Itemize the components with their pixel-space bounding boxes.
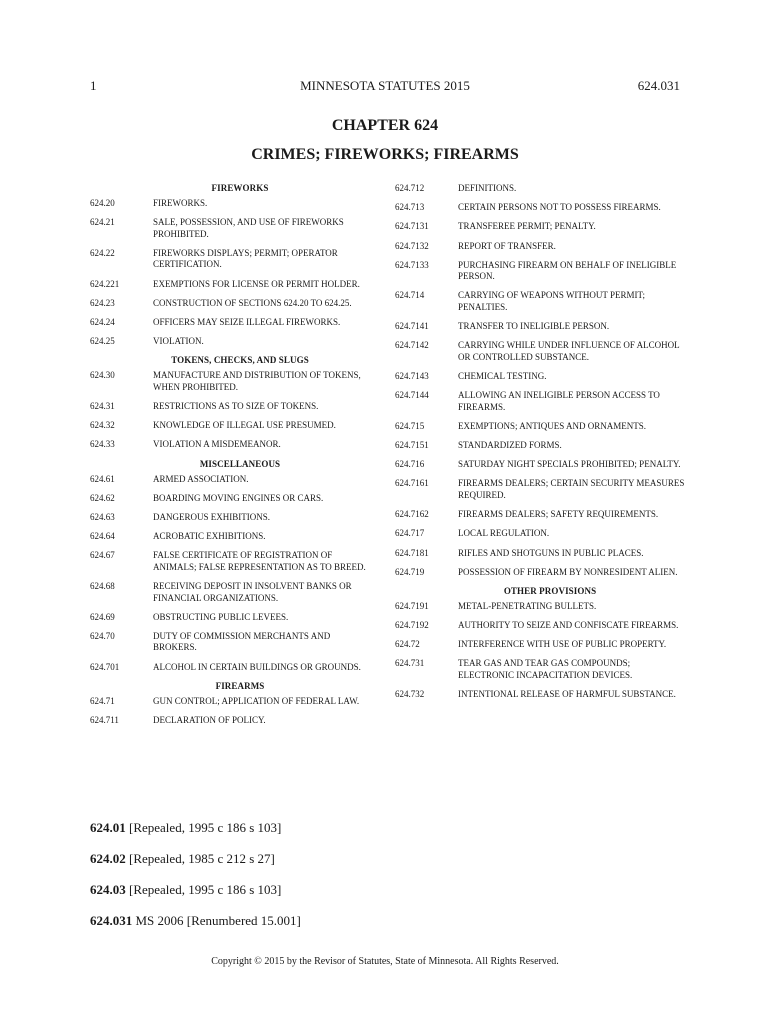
- toc-entry-title: CERTAIN PERSONS NOT TO POSSESS FIREARMS.: [458, 202, 661, 213]
- toc-entry-title: GUN CONTROL; APPLICATION OF FEDERAL LAW.: [153, 695, 360, 706]
- toc-entry[interactable]: [90, 612, 370, 624]
- toc-entry-title: PURCHASING FIREARM ON BEHALF OF INELIGIBLE PERSON.: [458, 259, 677, 282]
- toc-entry-number: 624.715: [395, 420, 425, 431]
- toc-entry[interactable]: [90, 217, 370, 240]
- toc-entry[interactable]: [395, 290, 685, 313]
- toc-entry[interactable]: [395, 241, 685, 253]
- toc-entry-title: EXEMPTIONS; ANTIQUES AND ORNAMENTS.: [458, 420, 647, 431]
- toc-entry-number: 624.7144: [395, 390, 429, 401]
- toc-entry[interactable]: [90, 401, 370, 413]
- toc-entry-title: INTENTIONAL RELEASE OF HARMFUL SUBSTANCE.: [458, 689, 676, 700]
- toc-entry-title: EXEMPTIONS FOR LICENSE OR PERMIT HOLDER.: [153, 278, 360, 289]
- toc-entry[interactable]: [395, 658, 685, 681]
- toc-entry-number: 624.31: [90, 401, 115, 411]
- toc-entry-number: 624.701: [90, 661, 120, 672]
- table-of-contents-right: [395, 183, 685, 708]
- toc-entry-number: 624.68: [90, 581, 115, 591]
- toc-entry-number: 624.20: [90, 198, 115, 208]
- toc-section-heading: MISCELLANEOUS: [199, 458, 281, 469]
- toc-entry-number: 624.7191: [395, 600, 429, 611]
- toc-entry-title: REPORT OF TRANSFER.: [458, 240, 556, 251]
- toc-entry[interactable]: [90, 531, 370, 543]
- toc-entry[interactable]: [90, 420, 370, 432]
- toc-entry-title: OBSTRUCTING PUBLIC LEVEES.: [153, 611, 289, 622]
- toc-entry-number: 624.30: [90, 370, 115, 381]
- toc-entry-title: LOCAL REGULATION.: [458, 528, 550, 539]
- toc-entry[interactable]: [395, 260, 685, 283]
- toc-entry-number: 624.7192: [395, 620, 429, 631]
- toc-entry[interactable]: [395, 567, 685, 579]
- toc-entry-title: DECLARATION OF POLICY.: [153, 714, 266, 725]
- toc-entry-title: FIREWORKS.: [153, 198, 208, 208]
- toc-entry-number: 624.7132: [395, 240, 429, 251]
- section-entry: [90, 882, 690, 913]
- toc-entry-title: METAL-PENETRATING BULLETS.: [458, 600, 597, 611]
- toc-entry-title: BOARDING MOVING ENGINES OR CARS.: [153, 492, 324, 503]
- toc-entry-number: 624.70: [90, 630, 115, 641]
- toc-entry-title: TEAR GAS AND TEAR GAS COMPOUNDS; ELECTRONIC INCAPACITATION DEVICES.: [458, 658, 633, 680]
- toc-entry-number: 624.67: [90, 550, 115, 561]
- toc-entry-number: 624.23: [90, 297, 115, 308]
- toc-entry[interactable]: [395, 548, 685, 560]
- section-entry: [90, 820, 690, 851]
- toc-entry-number: 624.7162: [395, 509, 429, 520]
- toc-entry-number: 624.712: [395, 183, 425, 193]
- toc-entry-number: 624.713: [395, 202, 425, 213]
- toc-entry-number: 624.22: [90, 247, 115, 258]
- toc-entry-title: VIOLATION.: [153, 336, 204, 347]
- toc-entry[interactable]: [395, 321, 685, 333]
- toc-entry-number: 624.221: [90, 278, 120, 289]
- toc-entry[interactable]: [395, 459, 685, 471]
- toc-entry[interactable]: [90, 370, 370, 393]
- toc-entry[interactable]: [90, 298, 370, 310]
- toc-entry[interactable]: [90, 512, 370, 524]
- section-number: 624.03: [90, 882, 126, 897]
- toc-entry[interactable]: [395, 371, 685, 383]
- toc-entry-title: TRANSFER TO INELIGIBLE PERSON.: [458, 321, 610, 332]
- toc-entry-title: FIREWORKS DISPLAYS; PERMIT; OPERATOR CERTIFICATION.: [153, 247, 338, 270]
- toc-entry-number: 624.71: [90, 695, 115, 706]
- toc-entry[interactable]: [90, 662, 370, 674]
- section-entry: [90, 851, 690, 882]
- toc-entry[interactable]: [90, 336, 370, 348]
- toc-entry-number: 624.7143: [395, 371, 429, 381]
- toc-entry[interactable]: [395, 639, 685, 651]
- toc-entry-number: 624.63: [90, 511, 115, 522]
- toc-entry[interactable]: [90, 493, 370, 505]
- toc-entry-number: 624.7131: [395, 221, 429, 232]
- toc-entry-title: FIREARMS DEALERS; CERTAIN SECURITY MEASURES REQUIRED.: [458, 478, 685, 500]
- toc-entry-number: 624.25: [90, 336, 115, 347]
- toc-entry-number: 624.69: [90, 611, 115, 622]
- toc-entry-number: 624.24: [90, 316, 115, 327]
- toc-entry-title: CARRYING WHILE UNDER INFLUENCE OF ALCOHOL OR CONTROLLED SUBSTANCE.: [458, 340, 680, 362]
- toc-entry[interactable]: [395, 421, 685, 433]
- toc-entry[interactable]: [395, 601, 685, 613]
- table-of-contents-left: [90, 183, 370, 734]
- toc-entry-number: 624.7142: [395, 340, 429, 351]
- section-entry: [90, 913, 690, 944]
- toc-entry-number: 624.64: [90, 531, 115, 542]
- toc-entry-number: 624.711: [90, 714, 119, 725]
- toc-entry[interactable]: [90, 581, 370, 604]
- toc-entry-title: ARMED ASSOCIATION.: [153, 473, 249, 484]
- toc-entry-number: 624.714: [395, 290, 425, 301]
- toc-entry-title: INTERFERENCE WITH USE OF PUBLIC PROPERTY.: [458, 639, 667, 650]
- header-title: MINNESOTA STATUTES 2015: [300, 78, 470, 93]
- toc-entry-number: 624.7133: [395, 259, 429, 270]
- toc-entry-number: 624.7181: [395, 547, 429, 558]
- toc-entry[interactable]: [90, 550, 370, 573]
- toc-entry-title: CONSTRUCTION OF SECTIONS 624.20 TO 624.25.: [153, 297, 352, 308]
- toc-entry-number: 624.32: [90, 420, 115, 431]
- section-text: MS 2006 [Renumbered 15.001]: [135, 913, 301, 928]
- toc-entry-title: MANUFACTURE AND DISTRIBUTION OF TOKENS, WHEN PROHIBITED.: [153, 370, 361, 392]
- toc-entry-title: POSSESSION OF FIREARM BY NONRESIDENT ALIEN.: [458, 566, 678, 577]
- chapter-title: CRIMES; FIREWORKS; FIREARMS: [251, 146, 519, 163]
- toc-entry[interactable]: [395, 440, 685, 452]
- page-number: 1: [90, 78, 97, 93]
- toc-entry[interactable]: [395, 202, 685, 214]
- section-number: 624.01: [90, 820, 126, 835]
- toc-entry-title: ACROBATIC EXHIBITIONS.: [153, 531, 266, 542]
- toc-entry-title: ALCOHOL IN CERTAIN BUILDINGS OR GROUNDS.: [153, 661, 361, 672]
- toc-entry[interactable]: [90, 474, 370, 486]
- toc-entry[interactable]: [395, 183, 685, 195]
- toc-entry[interactable]: [90, 279, 370, 291]
- toc-entry[interactable]: [395, 620, 685, 632]
- section-text: [Repealed, 1985 c 212 s 27]: [129, 851, 275, 866]
- toc-entry[interactable]: [395, 340, 685, 363]
- toc-section-heading: TOKENS, CHECKS, AND SLUGS: [171, 355, 309, 366]
- toc-entry[interactable]: [90, 317, 370, 329]
- toc-entry-number: 624.62: [90, 492, 115, 503]
- toc-entry-title: DUTY OF COMMISSION MERCHANTS AND BROKERS.: [153, 630, 331, 653]
- header-section-number: 624.031: [637, 78, 680, 93]
- toc-section-heading: FIREWORKS: [211, 183, 269, 193]
- toc-entry-title: FIREARMS DEALERS; SAFETY REQUIREMENTS.: [458, 509, 659, 520]
- toc-entry-number: 624.7151: [395, 440, 429, 451]
- toc-entry[interactable]: [395, 528, 685, 540]
- toc-entry-number: 624.61: [90, 473, 115, 484]
- toc-entry-title: STANDARDIZED FORMS.: [458, 440, 562, 451]
- toc-entry-title: CARRYING OF WEAPONS WITHOUT PERMIT; PENALTIES.: [458, 290, 646, 312]
- toc-entry-number: 624.716: [395, 459, 425, 470]
- toc-entry-title: SALE, POSSESSION, AND USE OF FIREWORKS PROHIBITED.: [153, 217, 344, 239]
- toc-entry-number: 624.21: [90, 217, 115, 228]
- toc-entry[interactable]: [395, 689, 685, 701]
- toc-entry-title: SATURDAY NIGHT SPECIALS PROHIBITED; PENALTY.: [458, 459, 681, 470]
- toc-entry-title: RECEIVING DEPOSIT IN INSOLVENT BANKS OR FINANCIAL ORGANIZATIONS.: [153, 581, 352, 603]
- toc-entry-title: ALLOWING AN INELIGIBLE PERSON ACCESS TO FIREARMS.: [458, 390, 660, 412]
- toc-entry-number: 624.33: [90, 439, 115, 450]
- toc-entry[interactable]: [90, 198, 370, 210]
- toc-section-heading: FIREARMS: [215, 680, 265, 691]
- toc-entry[interactable]: [90, 631, 370, 654]
- toc-entry[interactable]: [395, 221, 685, 233]
- toc-entry-title: TRANSFEREE PERMIT; PENALTY.: [458, 221, 596, 232]
- toc-entry-number: 624.719: [395, 566, 425, 577]
- toc-section-heading: OTHER PROVISIONS: [503, 585, 597, 596]
- toc-entry-title: RIFLES AND SHOTGUNS IN PUBLIC PLACES.: [458, 547, 644, 558]
- section-text: [Repealed, 1995 c 186 s 103]: [129, 882, 282, 897]
- section-number: 624.031: [90, 913, 133, 928]
- toc-entry[interactable]: [90, 439, 370, 451]
- page-header: [90, 78, 680, 96]
- copyright-footer: Copyright © 2015 by the Revisor of Statutes, State of Minnesota. All Rights Reserved.: [211, 956, 559, 967]
- toc-entry-number: 624.717: [395, 528, 425, 539]
- section-list: [90, 820, 690, 944]
- toc-entry[interactable]: [90, 248, 370, 271]
- toc-entry-number: 624.7161: [395, 478, 429, 489]
- chapter-number: CHAPTER 624: [331, 117, 439, 134]
- toc-entry-title: DANGEROUS EXHIBITIONS.: [153, 511, 270, 522]
- toc-entry-number: 624.72: [395, 639, 420, 650]
- section-number: 624.02: [90, 851, 126, 866]
- toc-entry-number: 624.7141: [395, 321, 429, 332]
- toc-entry-title: CHEMICAL TESTING.: [458, 371, 547, 381]
- toc-entry-title: VIOLATION A MISDEMEANOR.: [153, 439, 281, 450]
- toc-entry[interactable]: [90, 696, 370, 708]
- toc-entry-title: FALSE CERTIFICATE OF REGISTRATION OF ANIMALS; FALSE REPRESENTATION AS TO BREED.: [153, 550, 366, 572]
- toc-entry-title: RESTRICTIONS AS TO SIZE OF TOKENS.: [153, 401, 319, 411]
- toc-entry[interactable]: [395, 478, 685, 501]
- toc-entry[interactable]: [395, 509, 685, 521]
- toc-entry-title: KNOWLEDGE OF ILLEGAL USE PRESUMED.: [153, 420, 336, 431]
- toc-entry-number: 624.732: [395, 689, 425, 700]
- toc-entry-number: 624.731: [395, 658, 425, 669]
- toc-entry-title: OFFICERS MAY SEIZE ILLEGAL FIREWORKS.: [153, 316, 341, 327]
- section-text: [Repealed, 1995 c 186 s 103]: [129, 820, 282, 835]
- toc-entry[interactable]: [395, 390, 685, 413]
- toc-entry-title: DEFINITIONS.: [458, 183, 517, 193]
- toc-entry-title: AUTHORITY TO SEIZE AND CONFISCATE FIREARMS.: [458, 620, 679, 631]
- toc-entry[interactable]: [90, 715, 370, 727]
